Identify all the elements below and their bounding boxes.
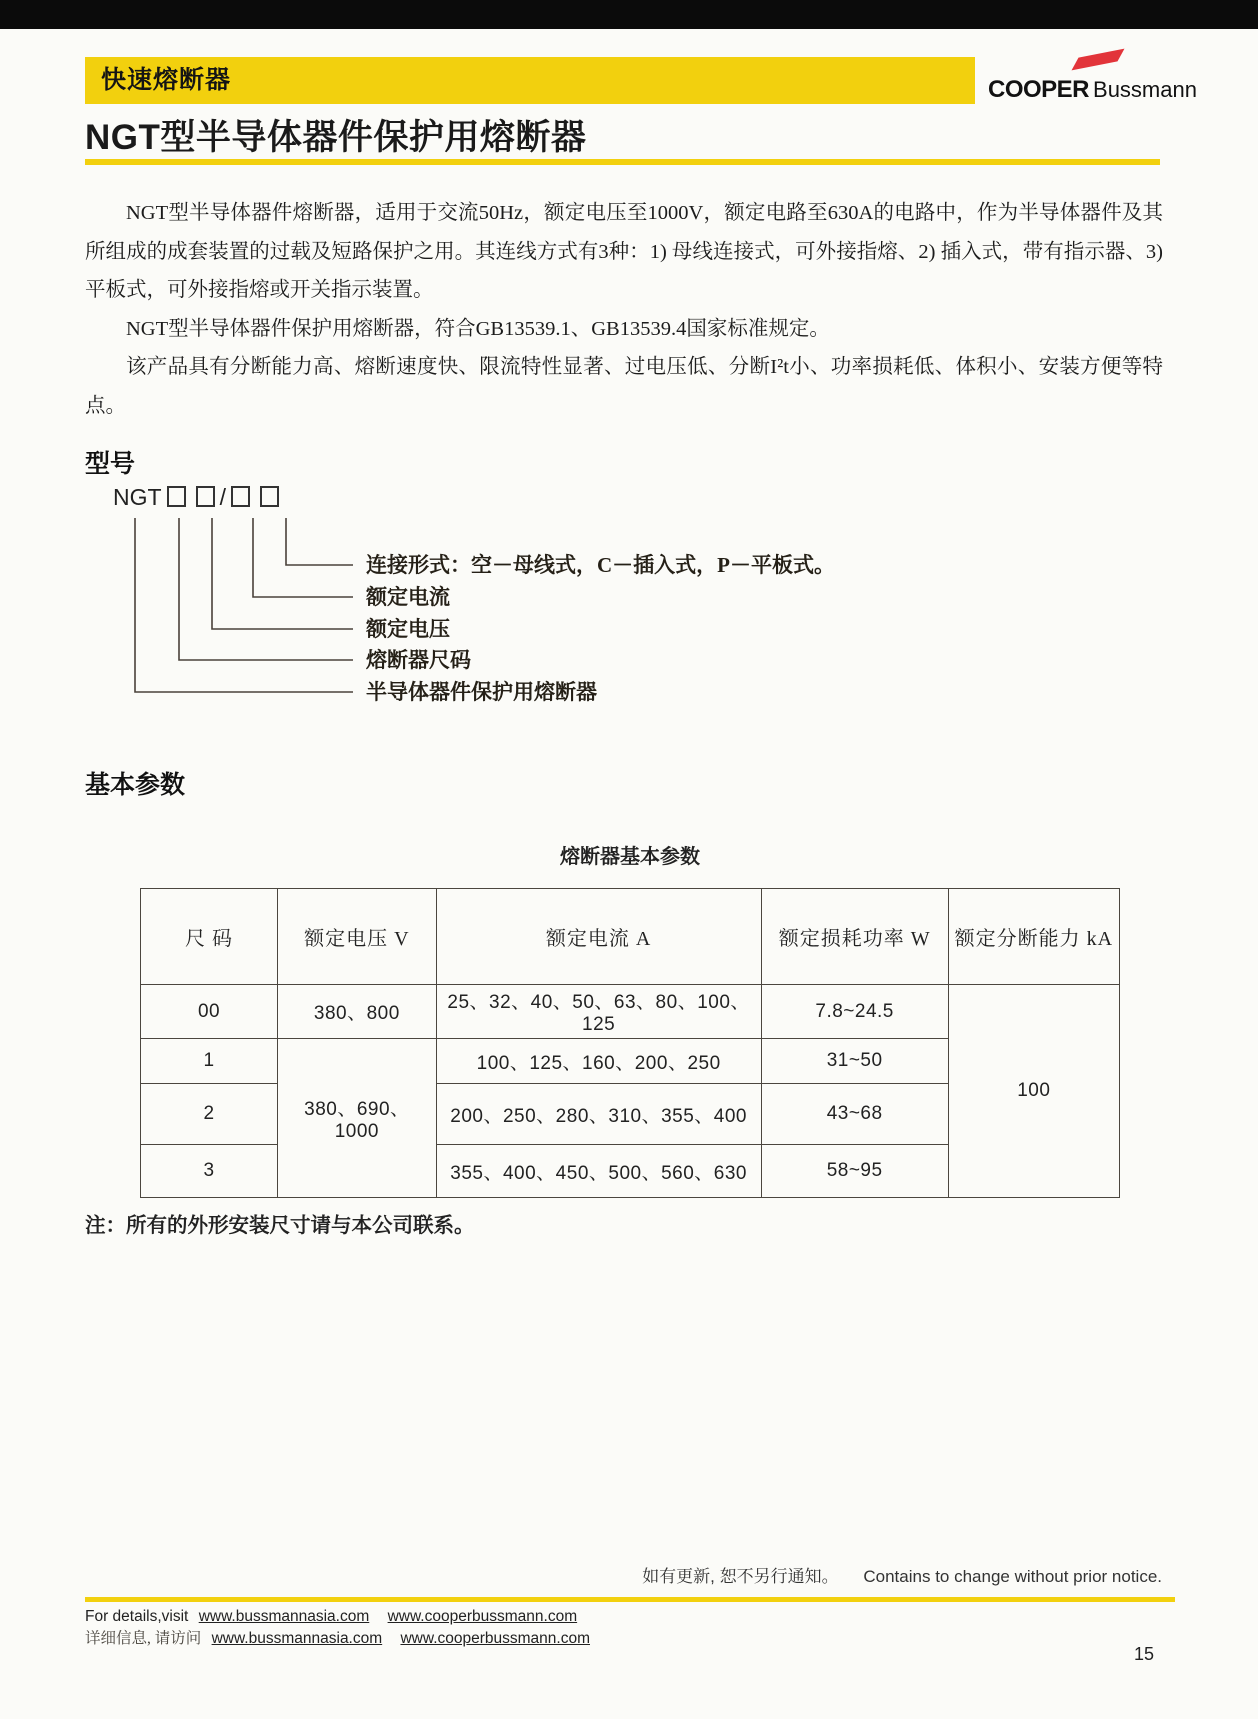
table-cell-voltage: 380、800 [278,985,437,1039]
footer-links-cn [85,1628,604,1650]
category-label: 快速熔断器 [101,66,232,94]
model-code-box [231,486,250,507]
table-cell-size: 00 [141,985,278,1039]
brand-logo-text [988,76,1197,104]
table-cell-power: 43~68 [761,1084,948,1145]
scan-top-bar [0,0,1258,29]
footer-links-cn-prefix: 详细信息, 请访问 [85,1630,202,1647]
category-banner [85,57,975,104]
update-notice-en: Contains to change without prior notice. [863,1567,1162,1586]
model-code-box [260,486,279,507]
link-bussmannasia[interactable]: www.bussmannasia.com [211,1630,383,1647]
link-cooperbussmann[interactable]: www.cooperbussmann.com [400,1630,590,1647]
intro-paragraph-3: 该产品具有分断能力高、熔断速度快、限流特性显著、过电压低、分断I²t小、功率损耗低、体积小、安装方便等特点。 [85,356,1163,417]
brand-logo [988,50,1197,106]
page-title: NGT型半导体器件保护用熔断器 [85,118,587,157]
table-cell-current: 25、32、40、50、63、80、100、125 [436,985,761,1039]
parameters-table [140,888,1120,1198]
footer-rule [85,1597,1175,1602]
footer-links-en [85,1606,604,1628]
table-row [141,985,1120,1039]
model-code-prefix: NGT [113,484,162,510]
table-header-current: 额定电流 A [436,889,761,985]
table-header-breaking: 额定分断能力 kA [948,889,1119,985]
brand-name-bussmann: Bussmann [1093,77,1197,102]
model-label-fuse-type: 半导体器件保护用熔断器 [366,680,597,704]
model-code-box [196,486,215,507]
table-cell-current: 100、125、160、200、250 [436,1039,761,1084]
table-cell-size: 3 [141,1145,278,1198]
intro-paragraph-1: NGT型半导体器件熔断器，适用于交流50Hz，额定电压至1000V，额定电路至630A的电路中，作为半导体器件及其所组成的成套装置的过载及短路保护之用。其连线方式有3种：1) 母线连接式，可外接指熔、2) 插入式，带有指示器、3) 平板式，可外接指熔或开关指示装置。 [85,202,1163,302]
model-label-fuse-size: 熔断器尺码 [366,648,471,672]
table-header-power: 额定损耗功率 W [761,889,948,985]
table-title: 熔断器基本参数 [560,846,700,868]
table-cell-breaking: 100 [948,985,1119,1198]
table-note: 注：所有的外形安装尺寸请与本公司联系。 [85,1215,475,1237]
table-header-row [141,889,1120,985]
model-code-diagram [85,484,1163,729]
link-cooperbussmann[interactable]: www.cooperbussmann.com [387,1608,578,1625]
section-heading-model: 型号 [85,450,136,478]
brand-flag-icon [1072,49,1125,71]
update-notice-cn: 如有更新, 恕不另行通知。 [642,1567,839,1586]
table-cell-power: 31~50 [761,1039,948,1084]
table-cell-voltage: 380、690、1000 [278,1039,437,1198]
brand-name-cooper: COOPER [988,76,1090,103]
intro-paragraph-2: NGT型半导体器件保护用熔断器，符合GB13539.1、GB13539.4国家标准规定。 [126,317,830,340]
table-cell-power: 58~95 [761,1145,948,1198]
table-cell-size: 1 [141,1039,278,1084]
update-notice [642,1562,1162,1587]
model-label-rated-current: 额定电流 [366,585,450,609]
page-number: 15 [1133,1644,1154,1664]
section-heading-parameters: 基本参数 [85,771,186,799]
link-bussmannasia[interactable]: www.bussmannasia.com [198,1608,370,1625]
table-cell-power: 7.8~24.5 [761,985,948,1039]
title-rule [85,159,1160,165]
table-header-voltage: 额定电压 V [278,889,437,985]
model-code [113,484,284,511]
model-label-rated-voltage: 额定电压 [366,617,450,641]
footer-links [85,1606,604,1650]
model-code-separator: / [219,484,226,510]
model-code-box [167,486,186,507]
footer-links-en-prefix: For details,visit [85,1608,189,1625]
model-label-connection: 连接形式：空－母线式，C－插入式，P－平板式。 [366,553,835,577]
table-cell-current: 200、250、280、310、355、400 [436,1084,761,1145]
table-cell-size: 2 [141,1084,278,1145]
table-cell-current: 355、400、450、500、560、630 [436,1145,761,1198]
table-header-size: 尺 码 [141,889,278,985]
intro-text [85,194,1163,426]
